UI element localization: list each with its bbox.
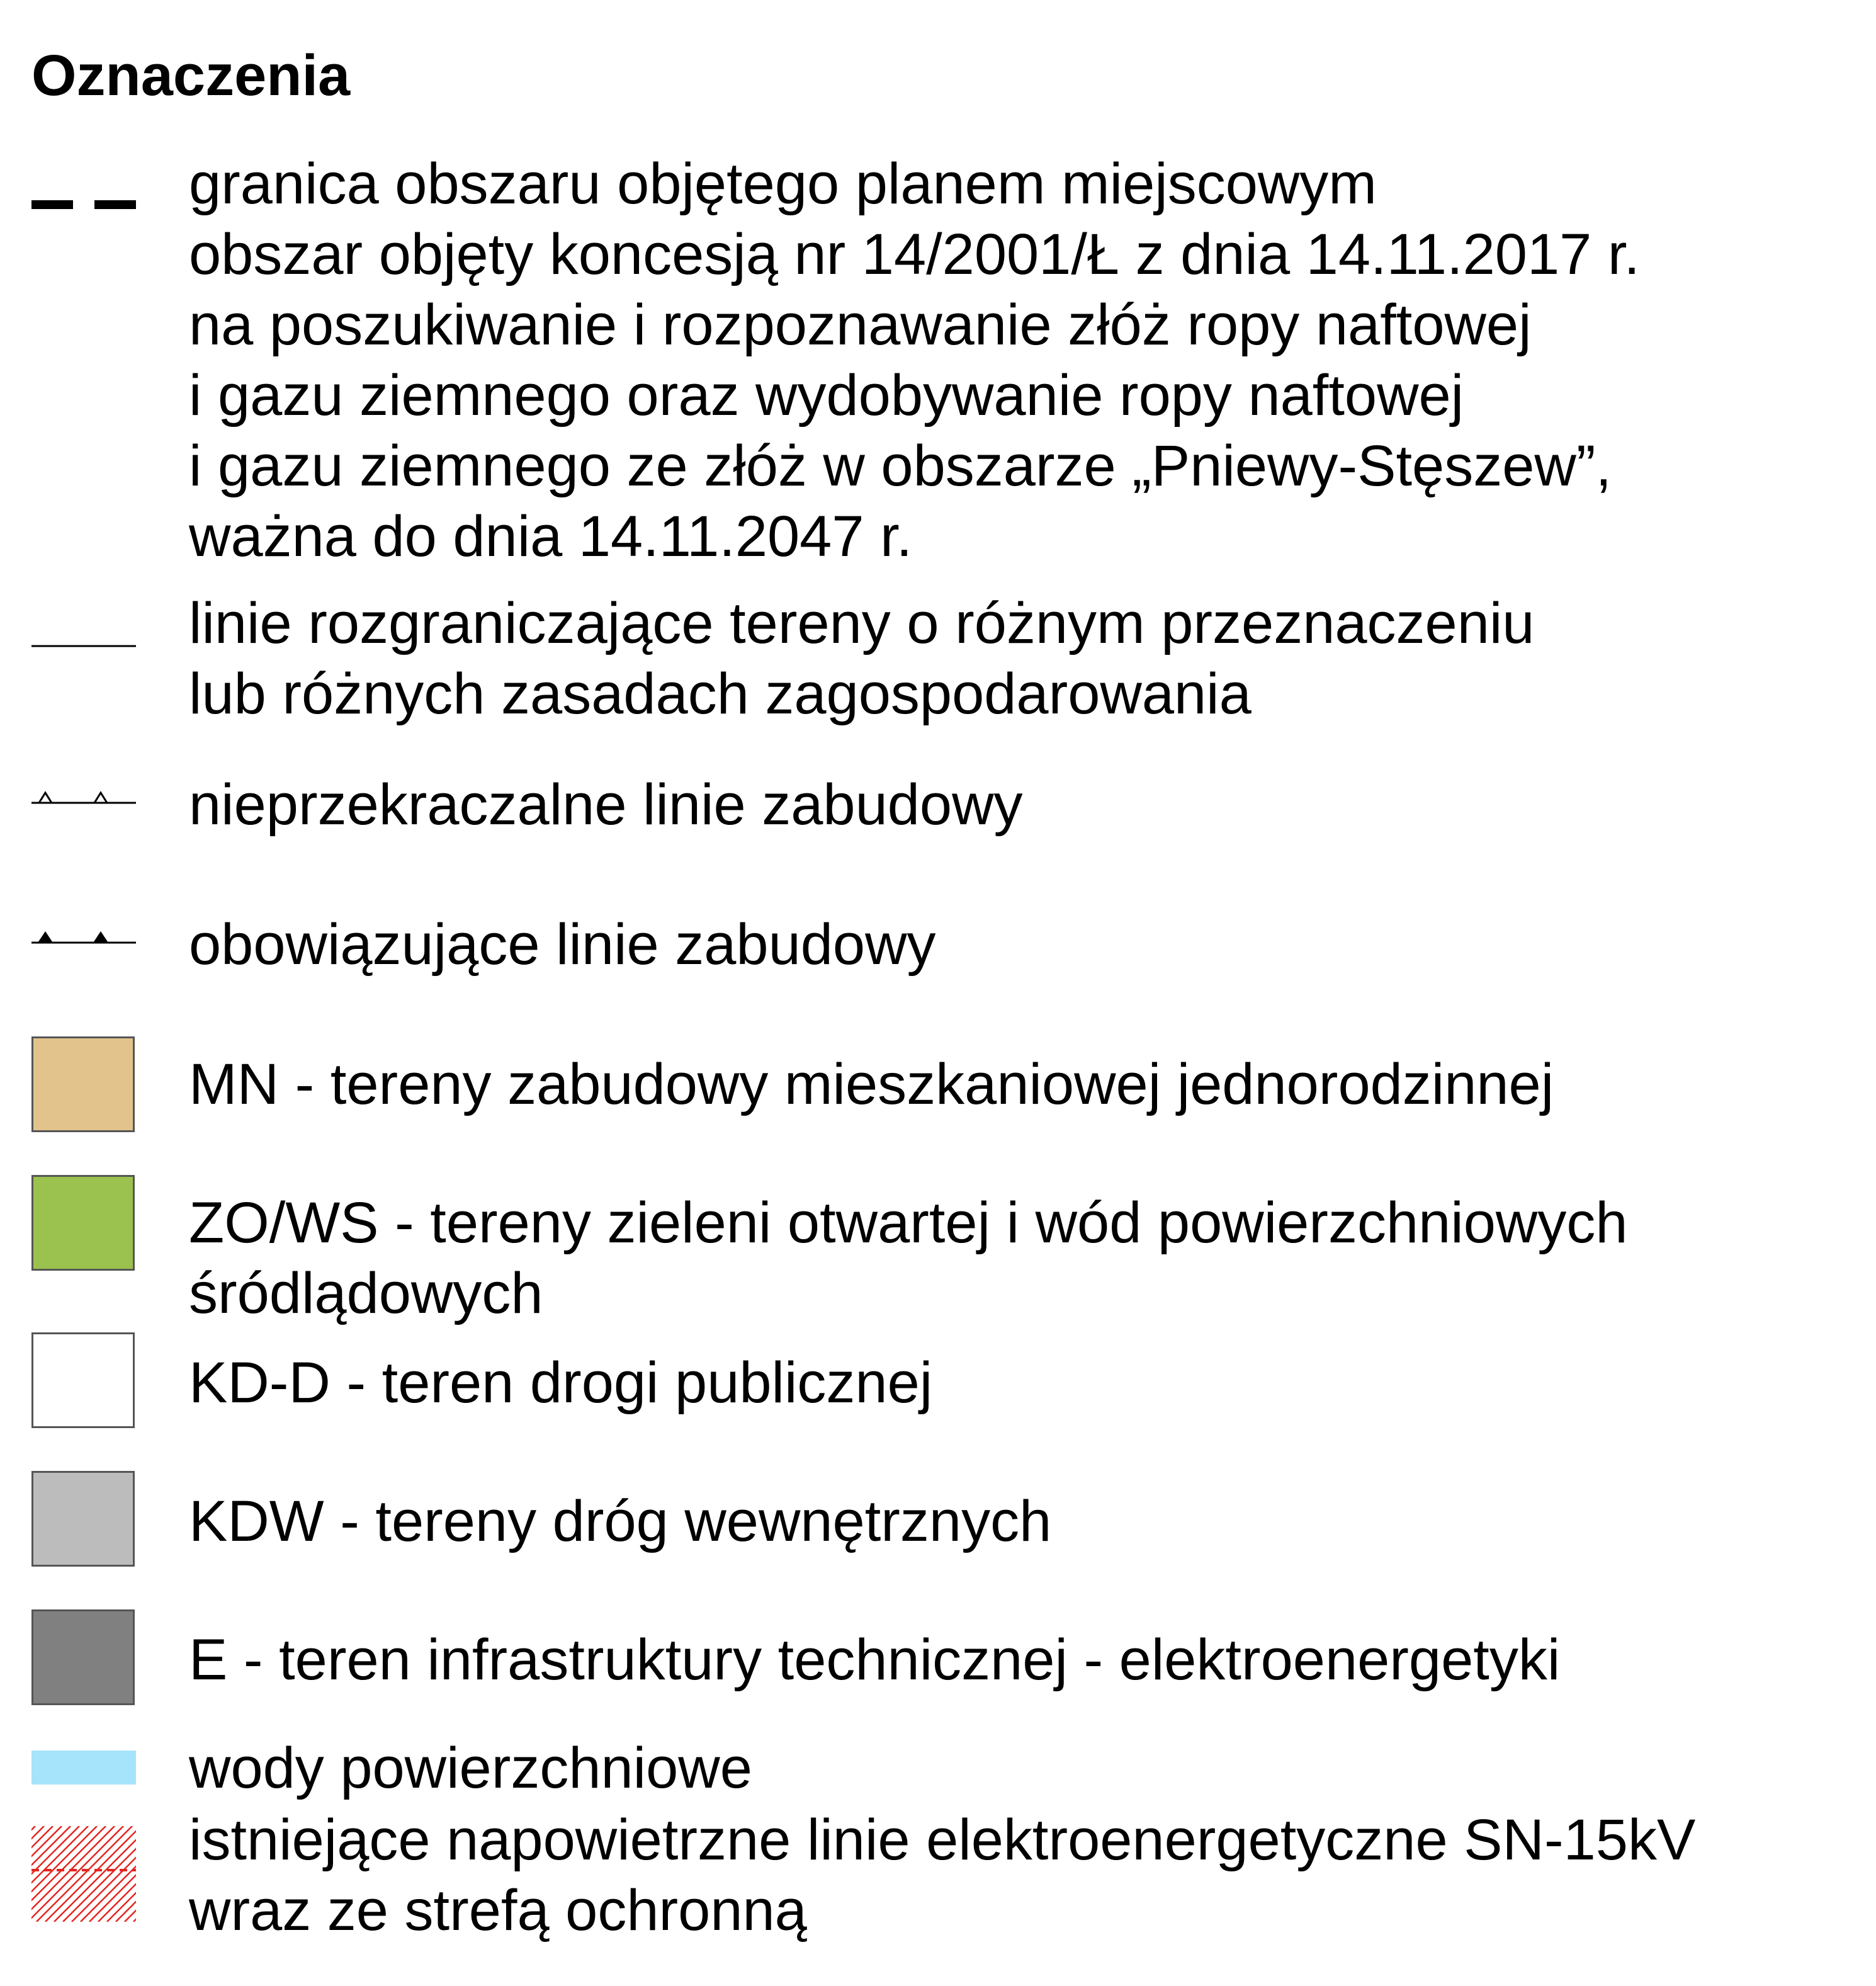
hatch-line: [89, 1826, 185, 1922]
hatch-line: [0, 1826, 62, 1922]
hatch-line: [0, 1826, 26, 1922]
hatch-line: [54, 1826, 150, 1922]
legend-line: linie rozgraniczające tereny o różnym przeznaczeniu: [189, 591, 1535, 655]
open-triangle-line-symbol: [31, 787, 136, 806]
legend-line: KDW - tereny dróg wewnętrznych: [189, 1489, 1052, 1553]
legend-line: KD-D - teren drogi publicznej: [189, 1351, 933, 1415]
legend-line: E - teren infrastruktury technicznej - elektroenergetyki: [189, 1628, 1561, 1692]
legend-label: [189, 909, 936, 980]
legend-label: [189, 1348, 932, 1418]
legend-line: i gazu ziemnego ze złóż w obszarze „Pniewy-Stęszew”,: [189, 434, 1612, 498]
kd-d-color-swatch: [31, 1332, 135, 1428]
legend-line: nieprzekraczalne linie zabudowy: [189, 773, 1023, 837]
hatch-line: [45, 1826, 141, 1922]
legend-label: [189, 1486, 1051, 1557]
hatch-line: [81, 1826, 176, 1922]
filled-triangle-line-symbol: [31, 927, 136, 946]
hatch-line: [10, 1826, 106, 1922]
hatch-line: [37, 1826, 132, 1922]
hatch-line: [0, 1826, 35, 1922]
e-color-swatch: [31, 1609, 135, 1705]
legend-line: obszar objęty koncesją nr 14/2001/Ł z dnia 14.11.2017 r.: [189, 222, 1640, 287]
legend-label: [189, 1049, 1554, 1120]
dashed-boundary-symbol: [31, 199, 136, 212]
hatch-line: [72, 1826, 167, 1922]
legend-line: na poszukiwanie i rozpoznawanie złóż ropy naftowej: [189, 293, 1532, 357]
legend-line: lub różnych zasadach zagospodarowania: [189, 662, 1252, 726]
hatch-line: [28, 1826, 123, 1922]
legend-line: śródlądowych: [189, 1261, 543, 1325]
legend-label: [189, 1188, 1628, 1329]
zo-ws-color-swatch: [31, 1175, 135, 1271]
legend-label: [189, 1805, 1695, 1946]
hatch-line: [19, 1826, 115, 1922]
legend-line: wraz ze strefą ochronną: [189, 1878, 807, 1943]
legend-label: [189, 1625, 1560, 1695]
thin-line-symbol: [31, 645, 136, 649]
red-hatch-symbol: [31, 1826, 136, 1922]
legend-line: ważna do dnia 14.11.2047 r.: [189, 504, 913, 569]
hatch-line: [1, 1826, 97, 1922]
legend-line: wody powierzchniowe: [189, 1736, 752, 1800]
legend-line: ZO/WS - tereny zieleni otwartej i wód powierzchniowych: [189, 1191, 1628, 1255]
legend-line: granica obszaru objętego planem miejscowym: [189, 152, 1377, 216]
mn-color-swatch: [31, 1036, 135, 1132]
legend-label: [189, 769, 1023, 840]
legend-line: i gazu ziemnego oraz wydobywanie ropy naftowej: [189, 363, 1464, 428]
kdw-color-swatch: [31, 1471, 135, 1567]
legend-line: obowiązujące linie zabudowy: [189, 912, 936, 977]
hatch-line: [0, 1826, 53, 1922]
hatch-line: [98, 1826, 194, 1922]
legend-label: [189, 1733, 752, 1803]
legend-label: [189, 588, 1534, 729]
legend-title: Oznaczenia: [31, 43, 351, 108]
legend-line: MN - tereny zabudowy mieszkaniowej jednorodzinnej: [189, 1052, 1554, 1116]
legend-label: [189, 149, 1377, 219]
legend-line: istniejące napowietrzne linie elektroenergetyczne SN-15kV: [189, 1808, 1696, 1872]
legend-label: [189, 219, 1640, 572]
water-color-bar: [31, 1751, 136, 1785]
hatch-line: [63, 1826, 159, 1922]
